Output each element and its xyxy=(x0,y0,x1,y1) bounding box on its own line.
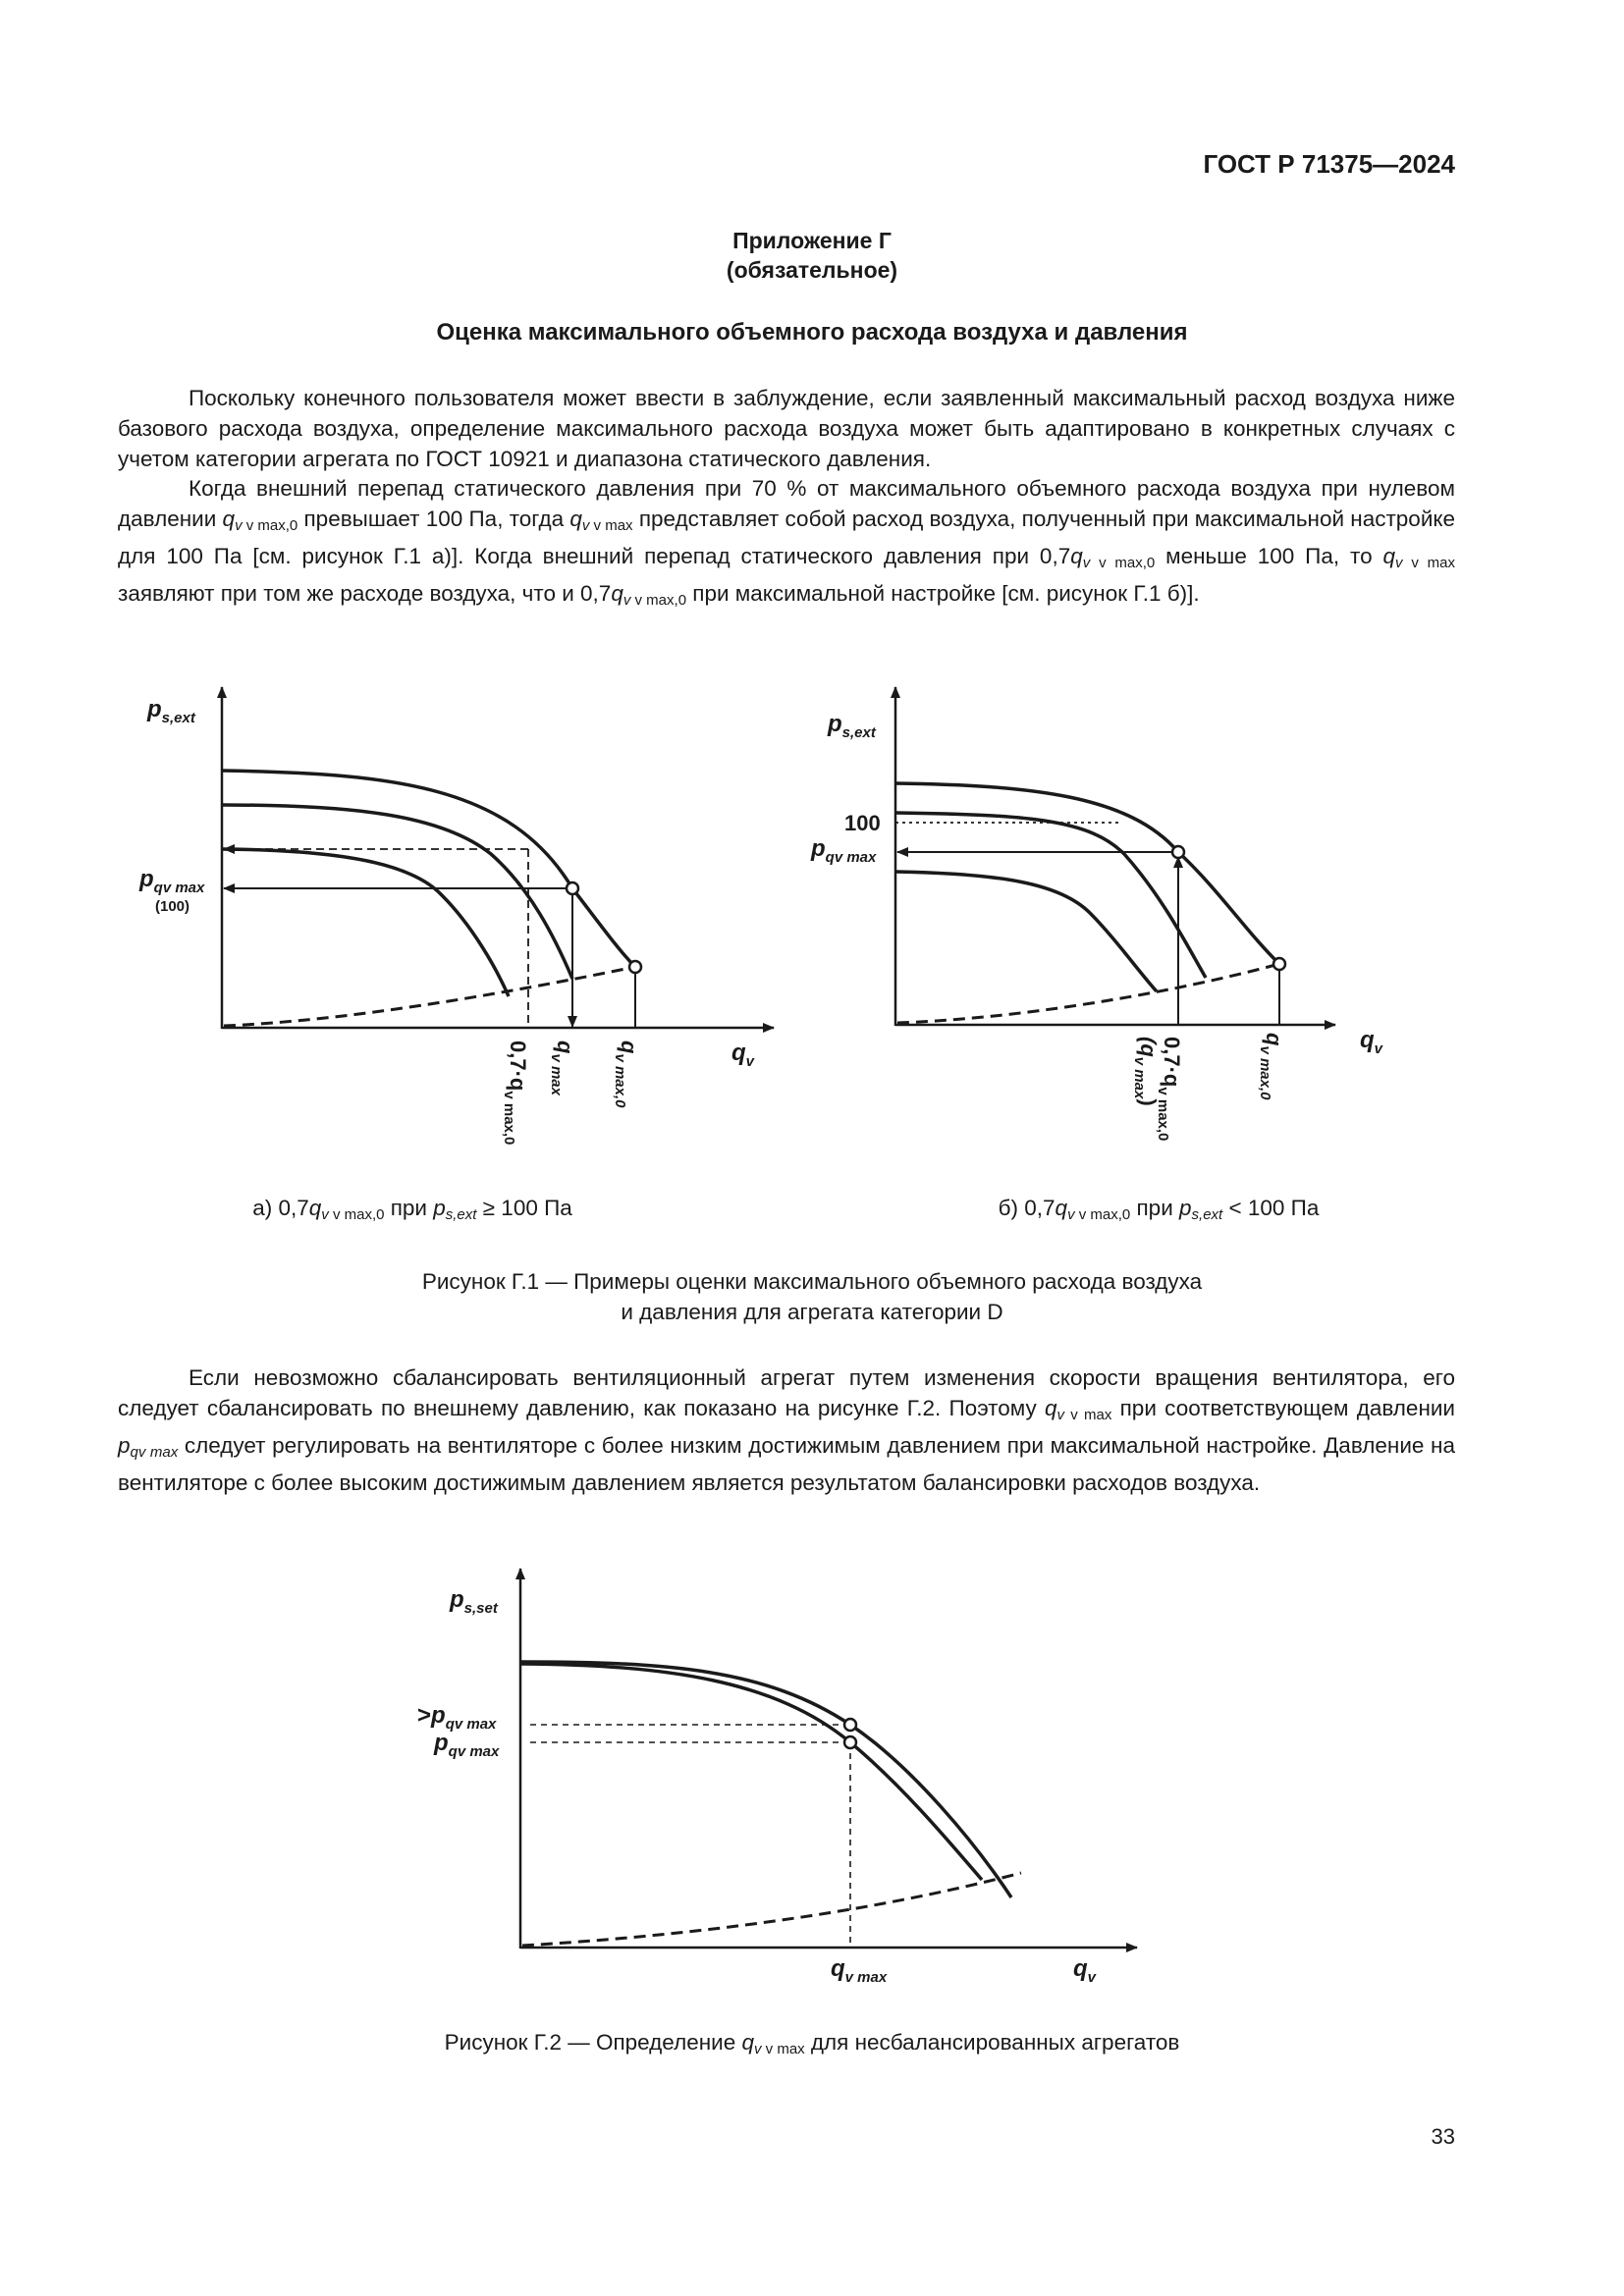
svg-text:(qv max): $(q_{v max})$ xyxy=(1131,1037,1161,1106)
figure-2-caption: Рисунок Г.2 — Определение $q_{v v max}$ для несбалансированных агрегатов xyxy=(444,2030,1180,2057)
svg-text:qv max,0: $q_{v max,0}$ xyxy=(1257,1033,1286,1100)
svg-text:ps,ext: $p_{s,ext}$ xyxy=(828,711,876,741)
svg-text:(100): (100) xyxy=(155,898,190,915)
appendix-status: (обязательное) xyxy=(726,257,898,283)
svg-text:qv: $q_v$ xyxy=(1073,1955,1097,1986)
standard-number: ГОСТ Р 71375—2024 xyxy=(1203,149,1455,179)
svg-text:qv max: $q_{v max}$ xyxy=(548,1041,577,1095)
svg-text:>pqv max: $>p_{qv max}$ xyxy=(417,1702,497,1733)
paragraph-1: Поскольку конечного пользователя может ввести в заблуждение, если заявленный максимальный расход воздуха ниже базового расхода воздуха, определение максимального расхода воздуха может быть адаптировано в конкретных случаях с учетом категории агрегата по ГОСТ 10921 и диапазона статического давления. xyxy=(118,386,1455,471)
svg-text:pqv max: $p_{qv max}$ xyxy=(139,866,205,896)
figure-2 xyxy=(520,1569,1137,1949)
fig1a-point-qvmax0 xyxy=(629,961,641,973)
appendix-label: Приложение Г xyxy=(732,228,892,253)
fig2-point-high xyxy=(844,1719,856,1731)
fig1b-curve-mid xyxy=(895,813,1206,978)
fig2-curve-low xyxy=(520,1664,982,1880)
fig2-system-curve xyxy=(522,1873,1021,1946)
svg-text:100: 100 xyxy=(844,811,881,835)
svg-text:qv max,0: $q_{v max,0}$ xyxy=(612,1041,641,1108)
svg-text:ps,ext: $p_{s,ext}$ xyxy=(147,696,195,726)
fig2-point-low xyxy=(844,1736,856,1748)
figure-1-title: Рисунок Г.1 — Примеры оценки максимального объемного расхода воздуха и давления для агрегата категории D xyxy=(421,1269,1203,1324)
page-number: 33 xyxy=(1431,2124,1455,2149)
section-heading: Оценка максимального объемного расхода воздуха и давления xyxy=(436,319,1188,346)
svg-text:0,7·qv max,0: $0,7\cdot q_{v max,0}$ xyxy=(501,1041,530,1146)
fig1b-curve-low xyxy=(895,872,1157,991)
svg-text:pqv max: $p_{qv max}$ xyxy=(811,835,877,866)
svg-text:qv: $q_v$ xyxy=(1360,1027,1383,1057)
svg-text:qv max: $q_{v max}$ xyxy=(831,1955,888,1986)
figure-1a xyxy=(222,687,774,1029)
figure-1a-caption: а) $0,7q_{v v max,0}$ при $p_{s,ext} \ge 100$ Па xyxy=(252,1196,572,1223)
paragraph-2: Когда внешний перепад статического давления при 70 % от максимального объемного расхода воздуха при нулевом давлении $q_{v v max,0}$ превышает 100 Па, тогда $q_{v v max}$ представляет собой расход воздуха, полученный при максимальной настройке для 100 Па [см. рисунок Г.1 а)]. Когда внешний перепад статического давления при $0,7q_{v v max,0}$ меньше 100 Па, то $q_{v v max}$ заявляют при том же расходе воздуха, что и $0,7q_{v v max,0}$ при максимальной настройке [см. рисунок Г.1 б)]. xyxy=(118,476,1456,609)
fig1a-system-curve xyxy=(224,967,635,1026)
svg-text:qv: $q_v$ xyxy=(731,1040,755,1070)
svg-text:ps,set: $p_{s,set}$ xyxy=(450,1586,498,1617)
fig1b-system-curve xyxy=(897,964,1279,1023)
svg-text:0,7·qv max,0: $0,7\cdot q_{v max,0}$ xyxy=(1155,1037,1184,1142)
svg-text:pqv max: $p_{qv max}$ xyxy=(434,1730,500,1760)
figure-1a-labels xyxy=(138,696,756,1145)
fig1b-point-qvmax0 xyxy=(1273,958,1285,970)
paragraph-3: Если невозможно сбалансировать вентиляционный агрегат путем изменения скорости вращения вентилятора, его следует сбалансировать по внешнему давлению, как показано на рисунке Г.2. Поэтому $q_{v v max}$ при соответствующем давлении $p_{qv max}$ следует регулировать на вентиляторе с более низким достижимым давлением при максимальной настройке. Давление на вентиляторе с более высоким достижимым давлением является результатом балансировки расходов воздуха. xyxy=(118,1365,1456,1495)
figure-1b-caption: б) $0,7q_{v v max,0}$ при $p_{s,ext} < 100$ Па xyxy=(998,1196,1320,1223)
figure-1b xyxy=(895,687,1335,1026)
fig1a-curve-low xyxy=(222,849,509,996)
fig1a-point-qvmax xyxy=(567,882,578,894)
fig1b-point-qvmax xyxy=(1172,846,1184,858)
